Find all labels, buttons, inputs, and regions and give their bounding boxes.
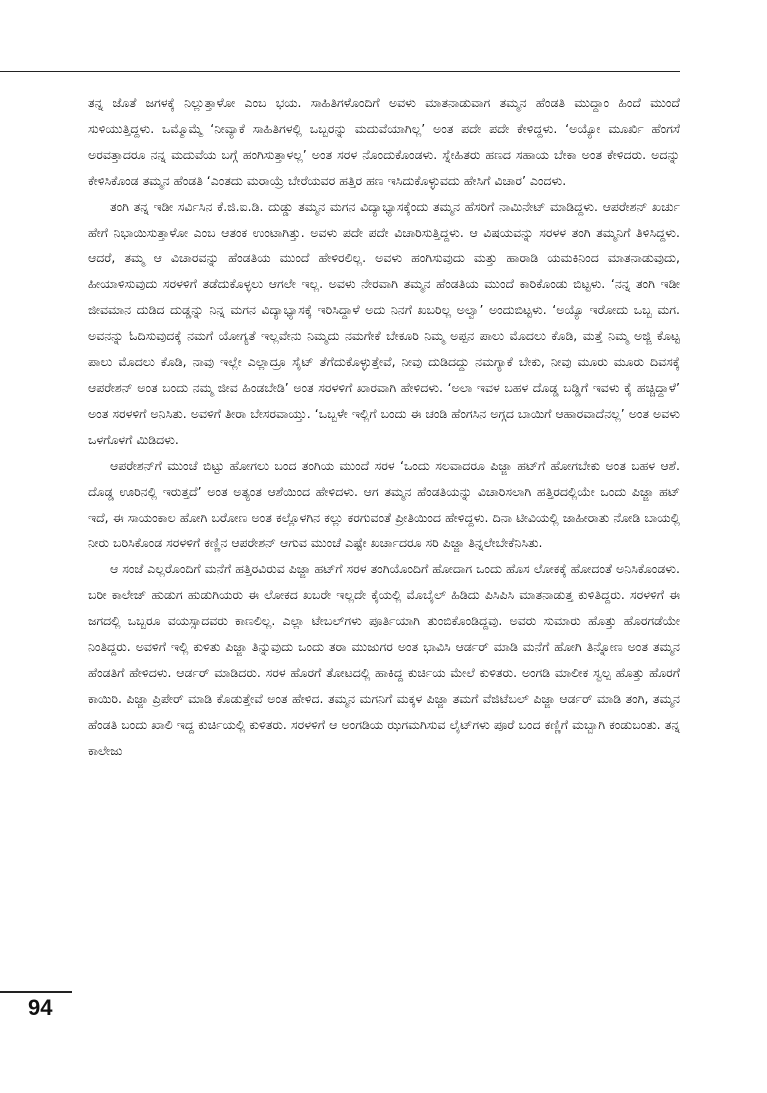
page-number: 94 <box>28 995 53 1020</box>
footer-rule <box>0 991 72 993</box>
header-rule <box>0 71 680 72</box>
paragraph-2: ತಂಗಿ ತನ್ನ ಇಡೀ ಸರ್ವಿಸಿನ ಕೆ.ಜಿ.ಐ.ಡಿ. ದುಡ್ಡು ತಮ್ಮನ ಮಗನ ವಿದ್ಯಾಭ್ಯಾಸಕ್ಕೆಂದು ತಮ್ಮನ ಹೆಸರಿಗೆ ನಾಮಿನೇಟ್ ಮಾಡಿದ್ದಳು. ಆಪರೇಶನ್ ಖರ್ಚು ಹೇಗೆ ನಿಭಾಯಿಸುತ್ತಾಳೋ ಎಂಬ ಆತಂಕ ಉಂಟಾಗಿತ್ತು. ಅವಳು ಪದೇ ಪದೇ ವಿಚಾರಿಸುತ್ತಿದ್ದಳು. ಆ ವಿಷಯವನ್ನು ಸರಳಳ ತಂಗಿ ತಮ್ಮನಿಗೆ ತಿಳಿಸಿದ್ದಳು. ಆದರೆ, ತಮ್ಮ ಆ ವಿಚಾರವನ್ನು ಹೆಂಡತಿಯ ಮುಂದೆ ಹೇಳಿರಲಿಲ್ಲ. ಅವಳು ಹಂಗಿಸುವುದು ಮತ್ತು ಹಾರಾಡಿ ಯಮಕಿನಿಂದ ಮಾತನಾಡುವುದು, ಹೀಯಾಳಿಸುವುದು ಸರಳಳಿಗೆ ತಡೆದುಕೊಳ್ಳಲು ಆಗಲೇ ಇಲ್ಲ. ಅವಳು ನೇರವಾಗಿ ತಮ್ಮನ ಹೆಂಡತಿಯ ಮುಂದೆ ಕಾರಿಕೊಂಡು ಬಿಟ್ಟಳು. ‘ನನ್ನ ತಂಗಿ ಇಡೀ ಜೀವಮಾನ ದುಡಿದ ದುಡ್ಡನ್ನು ನಿನ್ನ ಮಗನ ವಿದ್ಯಾಭ್ಯಾಸಕ್ಕೆ ಇರಿಸಿದ್ದಾಳೆ ಅದು ನಿನಗೆ ಖಬರಿಲ್ಲ ಅಲ್ವಾ’ ಅಂದುಬಿಟ್ಟಳು. ‘ಅಯ್ಯೊ ಇರೋದು ಒಬ್ಬ ಮಗ. ಅವನನ್ನು ಓದಿಸುವುದಕ್ಕೆ ನಮಗೆ ಯೋಗ್ಯತೆ ಇಲ್ಲವೇನು ನಿಮ್ಮದು ನಮಗೇಕೆ ಬೇಕೂರಿ ನಿಮ್ಮ ಅಪ್ಪನ ಪಾಲು ಮೊದಲು ಕೊಡಿ, ಮತ್ತೆ ನಿಮ್ಮ ಅಜ್ಜಿ ಕೊಟ್ಟ ಪಾಲು ಮೊದಲು ಕೊಡಿ, ನಾವು ಇಲ್ಲೇ ಎಲ್ಲಾದ್ರೂ ಸೈಟ್ ತೆಗೆದುಕೊಳ್ಳುತ್ತೇವೆ, ನೀವು ದುಡಿದದ್ದು ನಮಗ್ಯಾಕೆ ಬೇಕು, ನೀವು ಮೂರು ಮೂರು ದಿವಸಕ್ಕೆ ಆಪರೇಶನ್ ಅಂತ ಬಂದು ನಮ್ಮ ಜೀವ ಹಿಂಡಬೇಡಿ’ ಅಂತ ಸರಳಳಿಗೆ ಖಾರವಾಗಿ ಹೇಳಿದಳು. ‘ಅಲಾ ಇವಳ ಬಹಳ ದೊಡ್ಡ ಬಡ್ಡಿಗೆ ಇವಳು ಕೈ ಹಚ್ಚಿದ್ದಾಳೆ’ ಅಂತ ಸರಳಳಿಗೆ ಅನಿಸಿತು. ಅವಳಿಗೆ ತೀರಾ ಬೇಸರವಾಯ್ತು. ‘ಒಬ್ಬಳೇ ಇಲ್ಲಿಗೆ ಬಂದು ಈ ಚಂಡಿ ಹೆಂಗಸಿನ ಅಗ್ಗದ ಬಾಯಿಗೆ ಆಹಾರವಾದೆನಲ್ಲ’ ಅಂತ ಅವಳು ಒಳಗೊಳಗೆ ಮಿಡಿದಳು. <box>88 198 680 447</box>
paragraph-4: ಆ ಸಂಜೆ ಎಲ್ಲರೊಂದಿಗೆ ಮನೆಗೆ ಹತ್ತಿರವಿರುವ ಪಿಜ್ಜಾ ಹಟ್‌ಗೆ ಸರಳ ತಂಗಿಯೊಂದಿಗೆ ಹೋದಾಗ ಒಂದು ಹೊಸ ಲೋಕಕ್ಕೆ ಹೋದಂತೆ ಅನಿಸಿಕೊಂಡಳು. ಬರೀ ಕಾಲೇಜ್ ಹುಡುಗ ಹುಡುಗಿಯರು ಈ ಲೋಕದ ಖಬರೇ ಇಲ್ಲದೇ ಕೈಯಲ್ಲಿ ಮೊಬೈಲ್ ಹಿಡಿದು ಪಿಸಿಪಿಸಿ ಮಾತನಾಡುತ್ತ ಕುಳಿತಿದ್ದರು. ಸರಳಳಿಗೆ ಈ ಜಗದಲ್ಲಿ ಒಬ್ಬರೂ ವಯಸ್ಸಾದವರು ಕಾಣಲಿಲ್ಲ. ಎಲ್ಲಾ ಟೇಬಲ್‌ಗಳು ಪೂರ್ತಿಯಾಗಿ ತುಂಬಿಕೊಂಡಿದ್ದವು. ಅವರು ಸುಮಾರು ಹೊತ್ತು ಹೊರಗಡೆಯೇ ನಿಂತಿದ್ದರು. ಅವಳಿಗೆ ಇಲ್ಲಿ ಕುಳಿತು ಪಿಜ್ಜಾ ತಿನ್ನುವುದು ಒಂದು ತರಾ ಮುಜುಗರ ಅಂತ ಭಾವಿಸಿ ಆರ್ಡರ್ ಮಾಡಿ ಮನೆಗೆ ಹೋಗಿ ತಿನ್ನೋಣ ಅಂತ ತಮ್ಮನ ಹೆಂಡತಿಗೆ ಹೇಳಿದಳು. ಆರ್ಡರ್ ಮಾಡಿದರು. ಸರಳ ಹೊರಗೆ ತೋಟದಲ್ಲಿ ಹಾಕಿದ್ದ ಕುರ್ಚಿಯ ಮೇಲೆ ಕುಳಿತರು. ಅಂಗಡಿ ಮಾಲೀಕ ಸ್ವಲ್ಪ ಹೊತ್ತು ಹೊರಗೆ ಕಾಯಿರಿ. ಪಿಜ್ಜಾ ಪ್ರಿಪೇರ್ ಮಾಡಿ ಕೊಡುತ್ತೇವೆ ಅಂತ ಹೇಳಿದ. ತಮ್ಮನ ಮಗನಿಗೆ ಮಕ್ಕಳ ಪಿಜ್ಜಾ ತಮಗೆ ವೆಜಿಟೆಬಲ್ ಪಿಜ್ಜಾ ಆರ್ಡರ್ ಮಾಡಿ ತಂಗಿ, ತಮ್ಮನ ಹೆಂಡತಿ ಬಂದು ಖಾಲಿ ಇದ್ದ ಕುರ್ಚಿಯಲ್ಲಿ ಕುಳಿತರು. ಸರಳಳಿಗೆ ಆ ಅಂಗಡಿಯ ಝಗಮಗಿಸುವ ಲೈಟ್‌ಗಳು ಪೂರೆ ಬಂದ ಕಣ್ಣಿಗೆ ಮಬ್ಬಾಗಿ ಕಂಡುಬಂತು. ತನ್ನ ಕಾಲೇಜು <box>88 561 680 758</box>
paragraph-3: ಆಪರೇಶನ್‌ಗೆ ಮುಂಚೆ ಬಿಟ್ಟು ಹೋಗಲು ಬಂದ ತಂಗಿಯ ಮುಂದೆ ಸರಳ ‘ಒಂದು ಸಲವಾದರೂ ಪಿಜ್ಜಾ ಹಟ್‌ಗೆ ಹೋಗಬೇಕು ಅಂತ ಬಹಳ ಆಶೆ. ದೊಡ್ಡ ಊರಿನಲ್ಲಿ ಇರುತ್ತದೆ’ ಅಂತ ಅತ್ಯಂತ ಆಶೆಯಿಂದ ಹೇಳಿದಳು. ಆಗ ತಮ್ಮನ ಹೆಂಡತಿಯನ್ನು ವಿಚಾರಿಸಲಾಗಿ ಹತ್ತಿರದಲ್ಲಿಯೇ ಒಂದು ಪಿಜ್ಜಾ ಹಟ್ ಇದೆ, ಈ ಸಾಯಂಕಾಲ ಹೋಗಿ ಬರೋಣ ಅಂತ ಕಲ್ಲೊಳಗಿನ ಕಲ್ಲು ಕರಗುವಂತೆ ಪ್ರೀತಿಯಿಂದ ಹೇಳಿದ್ದಳು. ದಿನಾ ಟೀವಿಯಲ್ಲಿ ಜಾಹೀರಾತು ನೋಡಿ ಬಾಯಲ್ಲಿ ನೀರು ಬರಿಸಿಕೊಂಡ ಸರಳಳಿಗೆ ಕಣ್ಣಿನ ಆಪರೇಶನ್ ಆಗುವ ಮುಂಚೆ ಎಷ್ಟೇ ಖರ್ಚಾದರೂ ಸರಿ ಪಿಜ್ಜಾ ತಿನ್ನಲೇಬೇಕೆನಿಸಿತು. <box>88 457 680 551</box>
paragraph-1: ತನ್ನ ಜೊತೆ ಜಗಳಕ್ಕೆ ನಿಲ್ಲುತ್ತಾಳೋ ಎಂಬ ಭಯ. ಸಾಹಿತಿಗಳೊಂದಿಗೆ ಅವಳು ಮಾತನಾಡುವಾಗ ತಮ್ಮನ ಹೆಂಡತಿ ಮುದ್ದಾಂ ಹಿಂದೆ ಮುಂದೆ ಸುಳಿಯುತ್ತಿದ್ದಳು. ಒಮ್ಮೊಮ್ಮೆ ‘ನೀವ್ಯಾಕೆ ಸಾಹಿತಿಗಳಲ್ಲಿ ಒಬ್ಬರನ್ನು ಮದುವೆಯಾಗಿಲ್ಲ’ ಅಂತ ಪದೇ ಪದೇ ಕೇಳಿದ್ದಳು. ‘ಅಯ್ಯೋ ಮೂರ್ಖಿ ಹೆಂಗಸೆ ಅರವತ್ತಾದರೂ ನನ್ನ ಮದುವೆಯ ಬಗ್ಗೆ ಹಂಗಿಸುತ್ತಾಳಲ್ಲ’ ಅಂತ ಸರಳ ನೊಂದುಕೊಂಡಳು. ಸ್ನೇಹಿತರು ಹಣದ ಸಹಾಯ ಬೇಕಾ ಅಂತ ಕೇಳಿದರು. ಅದನ್ನು ಕೇಳಿಸಿಕೊಂಡ ತಮ್ಮನ ಹೆಂಡತಿ ‘ಎಂತದು ಮರಾಯ್ರೆ ಬೇರೆಯವರ ಹತ್ತಿರ ಹಣ ಇಸಿದುಕೊಳ್ಳುವದು ಹೇಸಿಗೆ ವಿಚಾರ’ ಎಂದಳು. <box>88 95 680 188</box>
page-body <box>88 90 680 764</box>
